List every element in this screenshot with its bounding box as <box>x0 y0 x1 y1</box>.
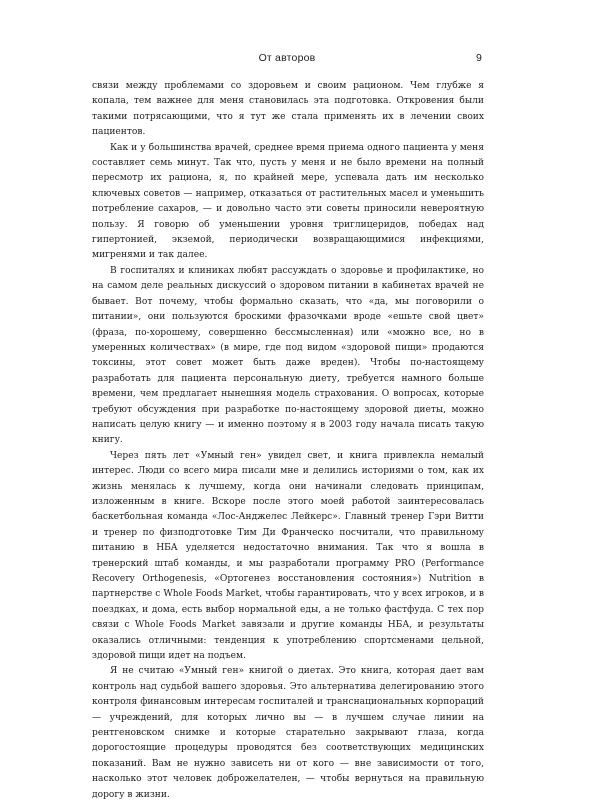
page-number: 9 <box>475 52 482 64</box>
paragraph-5: Я не считаю «Умный ген» книгой о диетах. Это книга, которая дает вам контроль над судьбой вашего здоровья. Это альтернатива делегированию этого контроля финансовым интересам госпиталей и транснациональных корпораций — учреждений, для которых лично вы — в лучшем случае линии на рентгеновском снимке и которые старательно закрывают глаза, когда дорогостоящие процедуры проводятся без соответствующих медицинских показаний. Вам не нужно зависеть ни от кого — вне зависимости от того, насколько этот человек доброжелателен, — чтобы вернуться на правильную дорогу в жизни. <box>92 666 484 800</box>
paragraph-2: Как и у большинства врачей, среднее время приема одного пациента у меня составляет семь минут. Так что, пусть у меня и не было времени на полный пересмотр их рациона, я, по крайней мере, успевала дать им несколько ключевых советов — например, отказаться от растительных масел и уменьшить потребление сахаров, — и довольно часто эти советы приносили невероятную пользу. Я говорю об уменьшении уровня триглицеридов, победах над гипертонией, экземой, периодически возвращающимися инфекциями, мигренями и так далее. <box>92 142 484 261</box>
running-header <box>92 52 482 68</box>
paragraph-3: В госпиталях и клиниках любят рассуждать о здоровье и профилактике, но на самом деле реальных дискуссий о здоровом питании в кабинетах врачей не бывает. Вот почему, чтобы формально сказать, что «да, мы поговорили о питании», они пользуются броскими фразочками вроде «ешьте свой цвет» (фраза, по-хорошему, совершенно бессмысленная) или «можно все, но в умеренных количествах» (в мире, где под видом «здоровой пищи» продаются токсины, этот совет может быть даже вреден). Чтобы по-настоящему разработать для пациента персональную диету, требуется намного больше времени, чем предлагает нынешняя модель страхования. О вопросах, которые требуют обсуждения при разработке по-настоящему здоровой диеты, можно написать целую книгу — и именно поэтому я в 2003 году начала писать такую книгу. <box>92 265 484 446</box>
paragraph-1: связи между проблемами со здоровьем и своим рационом. Чем глубже я копала, тем важнее для меня становилась эта подготовка. Откровения были такими потрясающими, что я тут же стала применять их в лечении своих пациентов. <box>92 81 484 138</box>
chapter-title: От авторов <box>258 52 316 64</box>
body-text <box>92 79 484 803</box>
paragraph-4: Через пять лет «Умный ген» увидел свет, и книга привлекла немалый интерес. Люди со всего мира писали мне и делились историями о том, как их жизнь менялась к лучшему, когда они начинали следовать принципам, изложенным в книге. Вскоре после этого моей работой заинтересовалась баскетбольная команда «Лос-Анджелес Лейкерс». Главный тренер Гэри Витти и тренер по физподготовке Тим Ди Франческо посчитали, что правильному питанию в НБА уделяется недостаточно внимания. Так что я вошла в тренерский штаб команды, и мы разработали программу PRO (Performance Recovery Orthogenesis, «Ортогенез восстановления состояния») Nutrition в партнерстве с Whole Foods Market, чтобы гарантировать, что у всех игроков, и в поездках, и дома, есть выбор нормальной еды, а не только фастфуда. С тех пор связи с Whole Foods Market завязали и другие команды НБА, и результаты оказались отличными: тенденция к употреблению спортсменами цельной, здоровой пищи идет на подъем. <box>92 450 484 662</box>
